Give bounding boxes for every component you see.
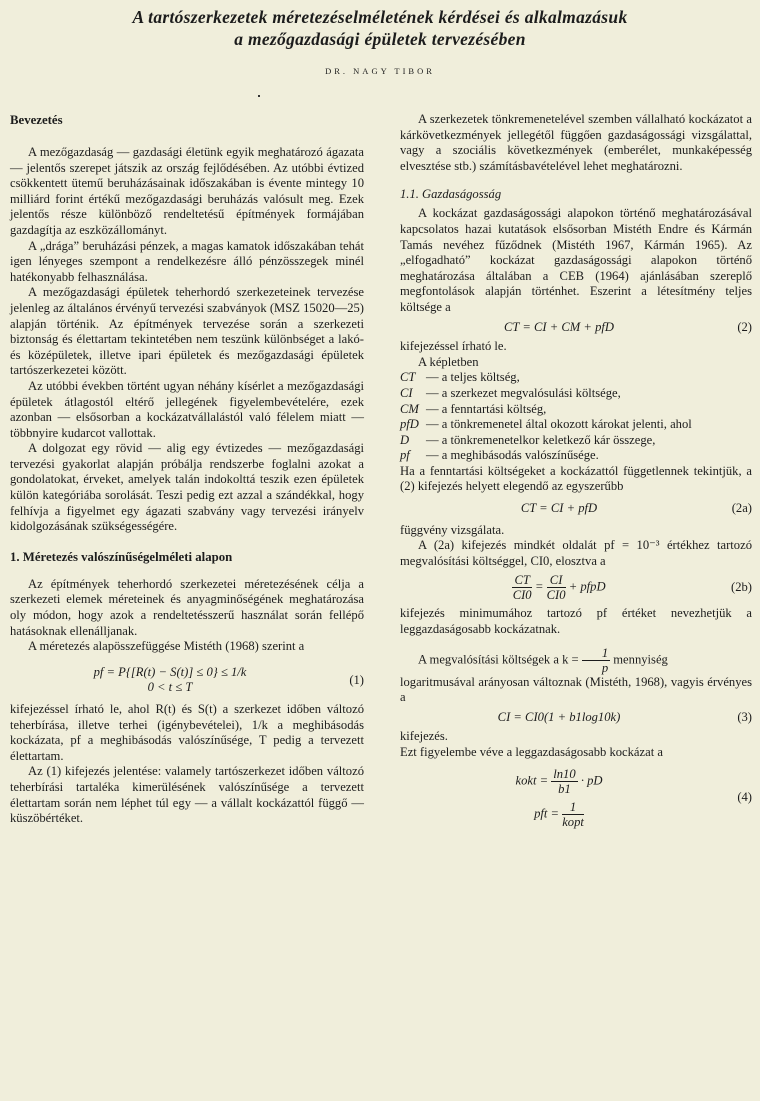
definition-text: — a fenntartási költség, (426, 401, 547, 416)
equation-number: (3) (737, 709, 752, 724)
paragraph: kifejezéssel írható le. (400, 339, 507, 354)
definition-item (400, 448, 752, 464)
definition-item (400, 370, 752, 386)
paragraph: Ezt figyelembe véve a leggazdaságosabb kockázat a (400, 745, 663, 759)
paragraph: logaritmusával arányosan változnak (Mistéth, 1968), vagyis érvényes a (400, 674, 752, 705)
equation-2b-tail: + pfpD (568, 579, 606, 594)
definition-symbol: D (400, 432, 410, 447)
paragraph: A „drága” beruházási pénzek, a magas kamatok időszakában tehát igen lényeges szempont a rendelkezésre álló pénzösszegek minél hatékonyabb felhasználása. (10, 238, 364, 284)
definition-item (400, 433, 752, 449)
equation-number: (2b) (731, 580, 752, 595)
paragraph: A mezőgazdaság — gazdasági életünk egyik meghatározó ágazata — jelentős szerepet játszik az ország fejlődésében. Az utóbbi évtized csökkentett ütemű beruházásainak időszakában is évente mintegy 10 milliárd forint értékű mezőgazdasági beruházás valósult meg. Ezek jelentős része különböző rendeltetésű építmények formájában gazdagítja az eszközállományt. (10, 145, 364, 237)
paragraph: kifejezéssel írható le, ahol R(t) és S(t) a szerkezet időben változó teherbírása, illetve terhei (igénybevételei), 1/k a meghibásodás kockázata, pf a meghibásodás valószínűsége, T pedig a tervezett élettartam. (10, 702, 364, 763)
article-title (0, 6, 760, 50)
left-column (10, 112, 364, 827)
equation-number: (2) (737, 319, 752, 334)
equation-2-body: CT = CI + CM + pfD (504, 319, 614, 334)
definition-symbol: CT (400, 370, 416, 385)
definition-text: — a szerkezet megvalósulási költsége, (426, 385, 621, 400)
definition-text: — a teljes költség, (426, 370, 520, 385)
ornament-dot (258, 95, 260, 97)
section-heading-1: 1. Méretezés valószínűségelméleti alapon (10, 549, 233, 564)
fraction (512, 573, 531, 602)
definition-item (400, 402, 752, 418)
paragraph: A (2a) kifejezés mindkét oldalát pf = 10⁻³ értékhez tartozó megvalósítási költséggel, CI0, elosztva a (400, 538, 752, 568)
equation-4-line-1 (400, 767, 718, 796)
definition-text: — a tönkremenetelkor keletkező kár összege, (426, 432, 656, 447)
paragraph: Az építmények teherhordó szerkezetei méretezésének célja a szerkezeti elemek méreteinek és anyagminőségének meghatározása oly módon, hogy azok a rendeltetésszerű használat során fellépő hatásoknak ellenálljanak. (10, 576, 364, 638)
section-heading-intro: Bevezetés (10, 113, 63, 127)
fraction (562, 800, 584, 829)
paragraph (400, 646, 752, 675)
paragraph: Az (1) kifejezés jelentése: valamely tartószerkezet időben változó teherbírási tartaléka kimerülésének valószínűsége a tervezett élettartam során nem léphet túl egy — a vállalt kockázattól függő — küszöbértéket. (10, 764, 364, 826)
symbol-definitions (400, 370, 752, 464)
text-span: A megvalósítási költségek a k = (418, 652, 579, 667)
right-column (400, 112, 752, 835)
paragraph: A dolgozat egy rövid — alig egy évtizedes — mezőgazdasági tervezési gyakorlat alapján próbálja rendszerbe foglalni azokat a gondolatokat, érveket, amelyek talán indokolttá teszik ezen épületek külön kategóriába sorolását. Teszi pedig ezt azzal a szándékkal, hogy felhívja a figyelmet egy ágazati szabvány vagy tervezési irányelv kidolgozásának szükségességére. (10, 441, 364, 534)
denominator: kopt (562, 814, 584, 829)
equation-3-body: CI = CI0(1 + b1log10k) (497, 709, 621, 724)
equation-number: (2a) (731, 501, 752, 516)
definition-symbol: pfD (400, 417, 419, 432)
numerator: ln10 (553, 766, 576, 781)
paragraph: A képletben (418, 354, 479, 369)
definition-text: — a meghibásodás valószínűsége. (426, 448, 599, 463)
title-line-2: a mezőgazdasági épületek tervezésében (234, 29, 526, 49)
paragraph: Ha a fenntartási költségeket a kockázattól függetlennek tekintjük, a (2) kifejezés helyett elegendő az egyszerűbb (400, 463, 752, 494)
paragraph: A méretezés alapösszefüggése Mistéth (1968) szerint a (28, 639, 305, 654)
equation-lhs: kokt = (515, 772, 549, 787)
equation-2a-body: CT = CI + pfD (520, 501, 598, 516)
paragraph: kifejezés minimumához tartozó pf értéket nevezhetjük a leggazdaságosabb kockázatnak. (400, 606, 752, 637)
equation-tail: · pD (580, 772, 603, 787)
fraction (582, 646, 610, 675)
definition-item (400, 386, 752, 402)
equation-1 (10, 665, 364, 696)
equation-1-line-2: 0 < t ≤ T (147, 680, 193, 695)
equation-2 (400, 320, 752, 336)
equation-4-line-2 (400, 800, 718, 829)
equation-4 (400, 767, 752, 829)
definition-symbol: CM (400, 401, 419, 416)
definition-item (400, 417, 752, 433)
equation-number: (4) (737, 789, 752, 804)
numerator: 1 (562, 800, 584, 815)
title-line-1: A tartószerkezetek méretezéselméletének kérdései és alkalmazásuk (132, 7, 628, 27)
definition-text: — a tönkremenetel által okozott károkat jelenti, ahol (426, 417, 692, 432)
definition-symbol: pf (400, 448, 410, 463)
numerator: CT (514, 573, 530, 588)
denominator: CI0 (546, 588, 566, 603)
author-name: DR. NAGY TIBOR (325, 66, 435, 76)
paragraph: Az utóbbi években történt ugyan néhány kísérlet a mezőgazdasági épületek átlagostól eltérő jellegének figyelembevételére, ezek azonban — elsősorban a kockázatvállalástól való félelem miatt — többnyire kudarcot vallottak. (10, 378, 364, 440)
denominator: b1 (558, 781, 571, 796)
equation-lhs: pft = (534, 805, 560, 820)
paragraph: kifejezés. (400, 729, 448, 744)
numerator: CI (547, 573, 566, 588)
equation-2b: $\frac{CT}{CI0}$ = $\frac{CI}{CI0}$ + pfpD (2b) (512, 573, 752, 603)
denominator: p (601, 660, 609, 675)
fraction (551, 767, 577, 796)
equation-2a (400, 501, 752, 517)
denominator: CI0 (512, 588, 532, 603)
paragraph: A mezőgazdasági épületek teherhordó szerkezeteinek tervezése jelenleg az általános érvényű tervezési szabványok (MSZ 15020—25) alapján történik. Az építmények tervezése során a szerkezeti biztonság és élettartam tekintetében nem teszünk különbséget a lakó- és középületek, illetve ipari épületek és mezőgazdasági épületek tartószerkezetei között. (10, 285, 364, 378)
equation-number: (1) (349, 672, 364, 687)
subsection-heading-1-1: 1.1. Gazdaságosság (400, 187, 502, 202)
paragraph: A szerkezetek tönkremenetelével szemben vállalható kockázatot a kárkövetkezmények jellegétől függően gazdaságossági vizsgálattal, vagy a szociális következmények (emberélet, munkaképesség elvesztése stb.) számításbavételével lehet meghatározni. (400, 112, 752, 173)
definition-symbol: CI (400, 385, 413, 400)
paragraph: A kockázat gazdaságossági alapokon történő meghatározásával kapcsolatos hazai kutatások elsősorban Mistéth Endre és Kármán Tamás nevéhez fűződnek (Mistéth 1967, Kármán 1965). Az „elfogadható” kockázat gazdaságossági alapokon történő meghatározása általában a CEB (1964) ajánlásában szereplő megfontolások alapján történhet. Eszerint a létesítmény teljes költsége a (400, 206, 752, 314)
paragraph: függvény vizsgálata. (400, 522, 505, 537)
equation-3 (400, 710, 752, 726)
fraction (547, 573, 566, 602)
equation-1-line-1: pf = P{[R(t) − S(t)] ≤ 0} ≤ 1/k (93, 664, 247, 679)
text-span: mennyiség (613, 652, 668, 667)
numerator: 1 (582, 646, 610, 661)
